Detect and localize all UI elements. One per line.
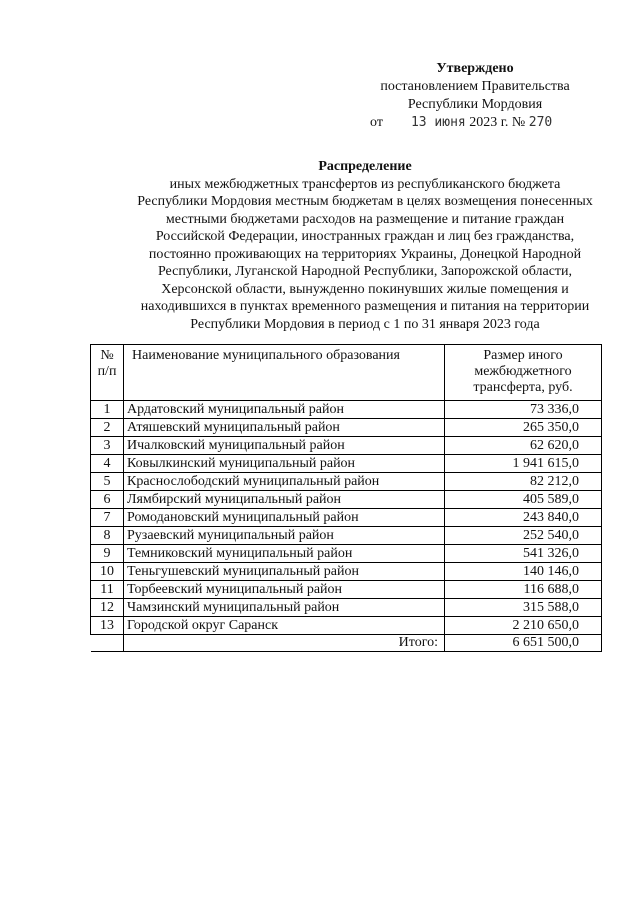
subtitle-line: Республики Мордовия местным бюджетам в целях возмещения понесенных [137, 194, 593, 209]
date-prefix: от [370, 115, 383, 130]
document-title: Распределение [318, 159, 412, 174]
total-row [91, 635, 602, 652]
approval-stamp [360, 60, 590, 132]
approval-date-line [370, 114, 600, 132]
table-row [91, 545, 602, 563]
subtitle-line: Республики, Луганской Народной Республики, Запорожской области, [157, 264, 573, 279]
header-number-line-2: п/п [97, 364, 117, 379]
header-number [91, 345, 124, 401]
row-municipality: Ромодановский муниципальный район [124, 509, 445, 527]
row-municipality: Атяшевский муниципальный район [124, 419, 445, 437]
handwritten-number: 270 [528, 115, 553, 130]
table-header-row [91, 345, 602, 401]
row-number: 12 [91, 599, 124, 617]
row-amount: 405 589,0 [445, 491, 602, 509]
header-amount-line-1: Размер иного [483, 348, 563, 363]
table-row [91, 491, 602, 509]
header-name: Наименование муниципального образования [124, 345, 445, 401]
row-number: 7 [91, 509, 124, 527]
subtitle-line: Херсонской области, вынужденно покинувших жилые помещения и [161, 281, 569, 297]
table-row [91, 527, 602, 545]
row-number: 6 [91, 491, 124, 509]
row-number: 10 [91, 563, 124, 581]
row-number: 5 [91, 473, 124, 491]
document-heading [100, 158, 630, 333]
table-row [91, 401, 602, 419]
total-amount: 6 651 500,0 [445, 635, 602, 652]
row-number: 8 [91, 527, 124, 545]
approval-title: Утверждено [436, 61, 514, 76]
table-row [91, 437, 602, 455]
row-municipality: Теньгушевский муниципальный район [124, 563, 445, 581]
date-year: 2023 г. № [469, 115, 526, 130]
table-row [91, 419, 602, 437]
row-municipality: Рузаевский муниципальный район [124, 527, 445, 545]
row-number: 4 [91, 455, 124, 473]
header-amount-line-3: трансферта, руб. [473, 380, 573, 395]
subtitle-line: иных межбюджетных трансфертов из республиканского бюджета [169, 176, 561, 192]
row-number: 2 [91, 419, 124, 437]
row-number: 3 [91, 437, 124, 455]
row-municipality: Темниковский муниципальный район [124, 545, 445, 563]
approval-line-1: постановлением Правительства [380, 79, 570, 94]
subtitle-line: местными бюджетами расходов на размещение и питание граждан [165, 211, 565, 227]
approval-line-2: Республики Мордовия [407, 97, 543, 112]
header-amount-line-2: межбюджетного [474, 364, 572, 379]
subtitle-line: постоянно проживающих на территориях Украины, Донецкой Народной [148, 246, 582, 262]
row-amount: 541 326,0 [445, 545, 602, 563]
handwritten-date: 13 июня [410, 115, 466, 130]
row-amount: 315 588,0 [445, 599, 602, 617]
subtitle-line: находившихся в пунктах временного размещения и питания на территории [140, 299, 590, 314]
row-amount: 73 336,0 [445, 401, 602, 419]
row-municipality: Чамзинский муниципальный район [124, 599, 445, 617]
header-amount [445, 345, 602, 401]
subtitle-line: Республики Мордовия в период с 1 по 31 января 2023 года [190, 316, 540, 332]
row-number: 11 [91, 581, 124, 599]
table-row [91, 455, 602, 473]
table-row [91, 509, 602, 527]
row-number: 13 [91, 617, 124, 635]
total-label: Итого: [124, 635, 445, 652]
row-amount: 116 688,0 [445, 581, 602, 599]
row-amount: 2 210 650,0 [445, 617, 602, 635]
row-amount: 252 540,0 [445, 527, 602, 545]
row-number: 9 [91, 545, 124, 563]
row-amount: 82 212,0 [445, 473, 602, 491]
row-amount: 1 941 615,0 [445, 455, 602, 473]
table-row [91, 563, 602, 581]
row-municipality: Торбеевский муниципальный район [124, 581, 445, 599]
table-row [91, 599, 602, 617]
total-blank-cell [91, 635, 124, 652]
header-number-line-1: № [100, 348, 114, 363]
table-row [91, 581, 602, 599]
row-amount: 140 146,0 [445, 563, 602, 581]
row-municipality: Ковылкинский муниципальный район [124, 455, 445, 473]
row-municipality: Лямбирский муниципальный район [124, 491, 445, 509]
table-row [91, 617, 602, 635]
row-amount: 62 620,0 [445, 437, 602, 455]
row-municipality: Городской округ Саранск [124, 617, 445, 635]
row-municipality: Ардатовский муниципальный район [124, 401, 445, 419]
row-amount: 243 840,0 [445, 509, 602, 527]
subtitle-line: Российской Федерации, иностранных граждан и лиц без гражданства, [155, 229, 575, 244]
row-municipality: Ичалковский муниципальный район [124, 437, 445, 455]
row-municipality: Краснослободский муниципальный район [124, 473, 445, 491]
row-amount: 265 350,0 [445, 419, 602, 437]
row-number: 1 [91, 401, 124, 419]
distribution-table [90, 344, 602, 652]
table-row [91, 473, 602, 491]
